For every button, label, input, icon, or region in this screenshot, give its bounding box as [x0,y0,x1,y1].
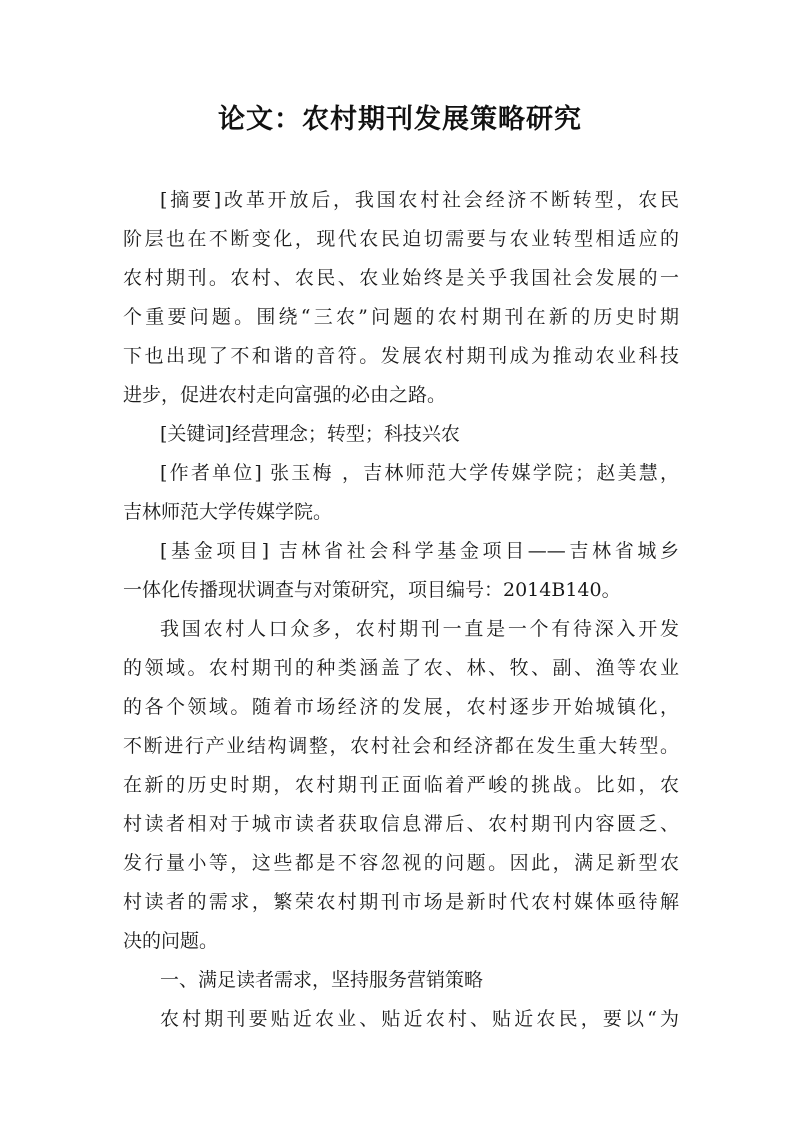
fund-line: 一体化传播现状调查与对策研究，项目编号：2014B140。 [123,579,621,601]
abstract-line: 个重要问题。围绕“三农”问题的农村期刊在新的历史时期 [123,306,679,328]
abstract-line: [摘要]改革开放后，我国农村社会经济不断转型，农民 [160,189,679,211]
body-line: 村读者的需求，繁荣农村期刊市场是新时代农村媒体亟待解 [123,891,679,913]
body-line: 决的问题。 [123,930,219,952]
keywords-line: [关键词]经营理念；转型；科技兴农 [160,423,460,445]
fund-line: [基金项目] 吉林省社会科学基金项目——吉林省城乡 [160,540,679,562]
body-line: 的各个领域。随着市场经济的发展，农村逐步开始城镇化， [123,696,679,718]
author-line: [作者单位] 张玉梅 ，吉林师范大学传媒学院；赵美慧， [160,462,679,484]
body-line: 农村期刊要贴近农业、贴近农村、贴近农民，要以“为 [160,1008,679,1030]
abstract-line: 下也出现了不和谐的音符。发展农村期刊成为推动农业科技 [123,345,679,367]
author-line: 吉林师范大学传媒学院。 [123,501,333,523]
document-title: 论文：农村期刊发展策略研究 [218,104,582,135]
body-line: 发行量小等，这些都是不容忽视的问题。因此，满足新型农 [123,852,679,874]
body-line: 的领域。农村期刊的种类涵盖了农、林、牧、副、渔等农业 [123,657,679,679]
body-line: 我国农村人口众多，农村期刊一直是一个有待深入开发 [160,618,679,640]
body-line: 不断进行产业结构调整，农村社会和经济都在发生重大转型。 [123,735,679,757]
body-line: 村读者相对于城市读者获取信息滞后、农村期刊内容匮乏、 [123,813,679,835]
abstract-line: 进步，促进农村走向富强的必由之路。 [123,384,447,406]
body-line: 在新的历史时期，农村期刊正面临着严峻的挑战。比如，农 [123,774,679,796]
section-heading: 一、满足读者需求，坚持服务营销策略 [160,969,484,991]
abstract-line: 阶层也在不断变化，现代农民迫切需要与农业转型相适应的 [123,228,679,250]
abstract-line: 农村期刊。农村、农民、农业始终是关乎我国社会发展的一 [123,267,679,289]
